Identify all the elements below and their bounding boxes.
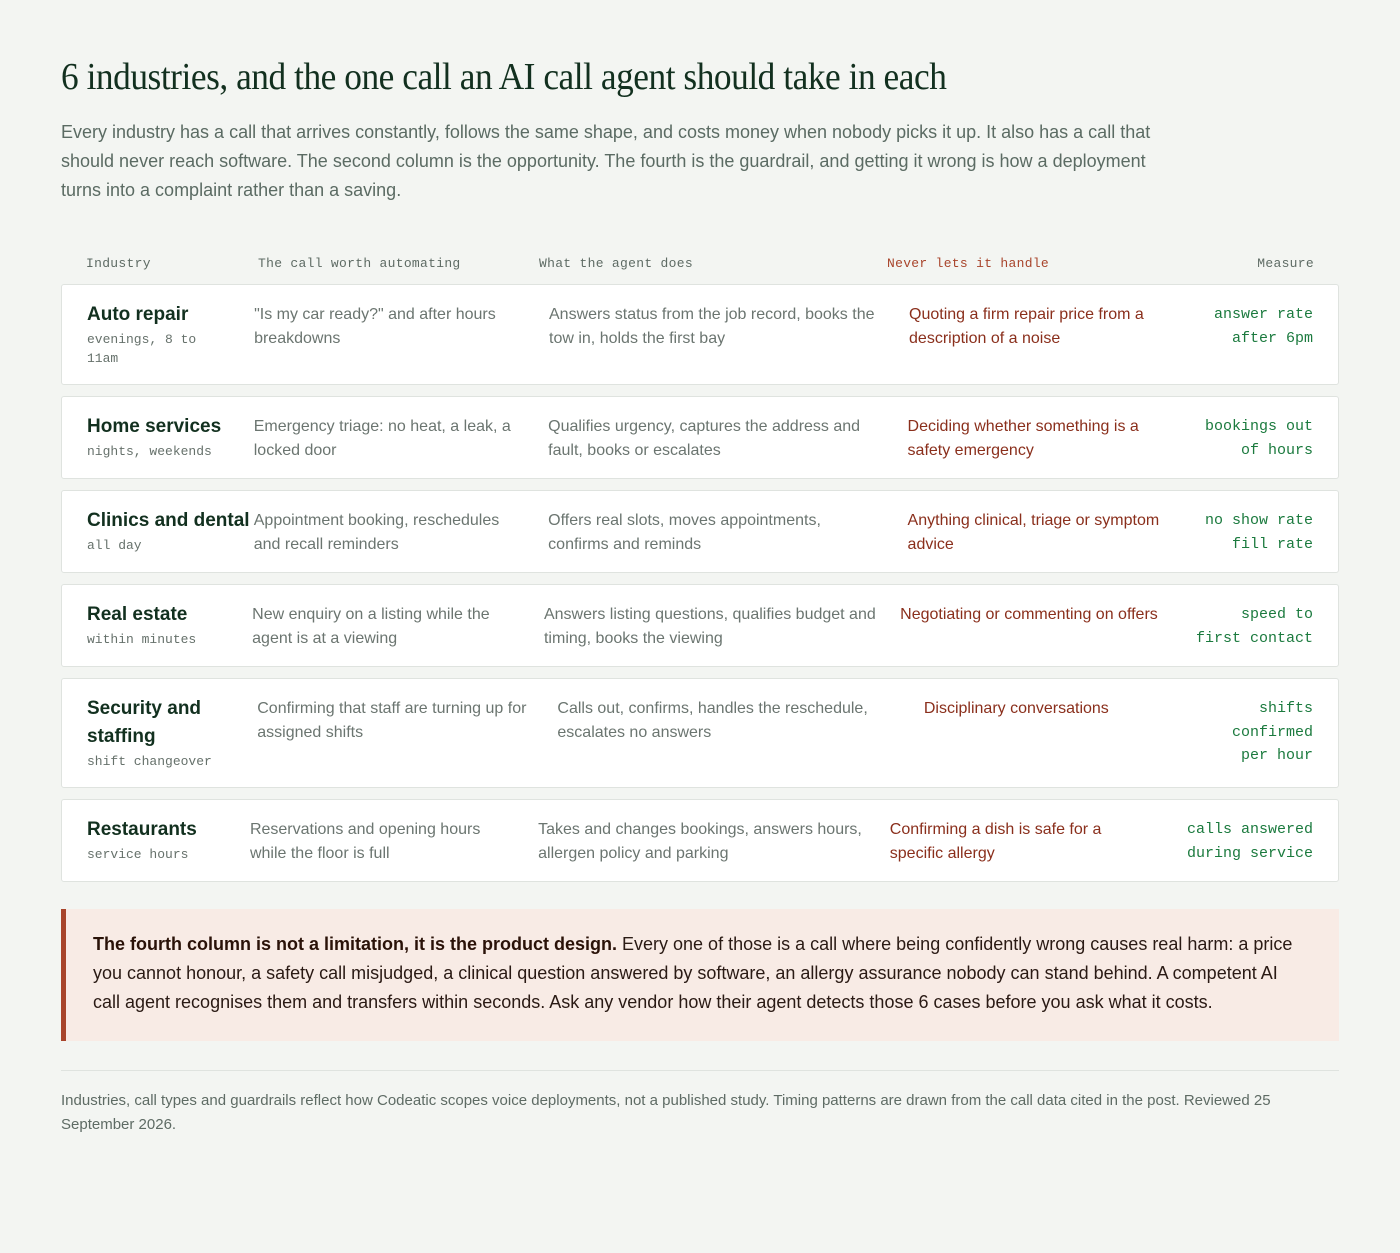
- call-cell: Confirming that staff are turning up for assigned shifts: [257, 700, 527, 741]
- agent-cell: Answers status from the job record, books the tow in, holds the first bay: [549, 306, 875, 347]
- never-cell: Anything clinical, triage or symptom advice: [907, 512, 1160, 553]
- industry-name: Security and staffing: [87, 698, 202, 747]
- industry-cell: [87, 509, 254, 556]
- table-row: [61, 584, 1339, 667]
- industry-timing: service hours: [87, 847, 189, 862]
- header-industry: Industry: [86, 255, 151, 271]
- never-cell: Confirming a dish is safe for a specific allergy: [889, 821, 1102, 862]
- header-measure: Measure: [1257, 255, 1314, 271]
- agent-cell: Answers listing questions, qualifies budget and timing, books the viewing: [543, 606, 876, 647]
- never-cell: Negotiating or commenting on offers: [900, 606, 1158, 623]
- measure-cell: bookings out of hours: [1204, 418, 1313, 459]
- industry-name: Auto repair: [87, 304, 189, 325]
- never-cell: Disciplinary conversations: [923, 700, 1109, 717]
- table-row: [61, 284, 1339, 385]
- never-cell: Deciding whether something is a safety emergency: [907, 418, 1139, 459]
- header-never: Never lets it handle: [887, 255, 1050, 271]
- header-call: The call worth automating: [258, 255, 461, 271]
- measure-cell: shifts confirmed per hour: [1231, 700, 1313, 764]
- industry-name: Home services: [87, 416, 222, 437]
- call-cell: "Is my car ready?" and after hours breakdowns: [254, 306, 496, 347]
- intro-paragraph: Every industry has a call that arrives constantly, follows the same shape, and costs money when nobody picks it up. It also has a call that should never reach software. The second column is the opportunity. The fourth is the guardrail, and getting it wrong is how a deployment turns into a complaint rather than a saving.: [61, 122, 1151, 200]
- industry-cell: [87, 818, 250, 865]
- industry-timing: all day: [87, 538, 142, 553]
- industry-cell: [87, 603, 252, 650]
- footnote: Industries, call types and guardrails reflect how Codeatic scopes voice deployments, not a published study. Timing patterns are drawn from the call data cited in the post. Reviewed 25 September 2026.: [61, 1092, 1271, 1133]
- measure-cell: calls answered during service: [1186, 821, 1314, 862]
- table-row: [61, 490, 1339, 573]
- industry-name: Real estate: [87, 604, 188, 625]
- callout-box: [61, 909, 1339, 1041]
- measure-cell: answer rate after 6pm: [1213, 306, 1313, 347]
- never-cell: Quoting a firm repair price from a description of a noise: [909, 306, 1144, 347]
- agent-cell: Calls out, confirms, handles the reschedule, escalates no answers: [557, 700, 868, 741]
- callout-body: Every one of those is a call where being confidently wrong causes real harm: a price you cannot honour, a safety call misjudged, a clinical question answered by software, an allergy assurance nobody can stand behind. A competent AI call agent recognises them and transfers within seconds. Ask any vendor how their agent detects those 6 cases before you ask what it costs.: [93, 934, 1293, 1012]
- call-cell: New enquiry on a listing while the agent is at a viewing: [252, 606, 490, 647]
- measure-cell: no show rate fill rate: [1204, 512, 1313, 553]
- table-row: [61, 799, 1339, 882]
- agent-cell: Qualifies urgency, captures the address and fault, books or escalates: [548, 418, 861, 459]
- industry-table: [61, 284, 1339, 882]
- industry-timing: within minutes: [87, 632, 197, 647]
- industry-name: Restaurants: [87, 819, 197, 840]
- agent-cell: Takes and changes bookings, answers hours, allergen policy and parking: [538, 821, 862, 862]
- page-title: 6 industries, and the one call an AI call agent should take in each: [61, 56, 947, 98]
- agent-cell: Offers real slots, moves appointments, confirms and reminds: [548, 512, 821, 553]
- industry-timing: nights, weekends: [87, 444, 212, 459]
- industry-timing: evenings, 8 to 11am: [87, 332, 197, 366]
- divider: [61, 1070, 1339, 1071]
- industry-timing: shift changeover: [87, 754, 212, 769]
- industry-cell: [87, 697, 257, 771]
- industry-cell: [87, 303, 254, 368]
- callout-lead: The fourth column is not a limitation, it is the product design.: [93, 934, 618, 954]
- table-row: [61, 396, 1339, 479]
- call-cell: Appointment booking, reschedules and recall reminders: [253, 512, 500, 553]
- industry-cell: [87, 415, 254, 462]
- call-cell: Reservations and opening hours while the floor is full: [249, 821, 481, 862]
- measure-cell: speed to first contact: [1195, 606, 1313, 647]
- header-agent: What the agent does: [539, 255, 693, 271]
- table-header: [61, 248, 1339, 278]
- table-row: [61, 678, 1339, 788]
- industry-name: Clinics and dental: [87, 510, 250, 531]
- call-cell: Emergency triage: no heat, a leak, a locked door: [253, 418, 511, 459]
